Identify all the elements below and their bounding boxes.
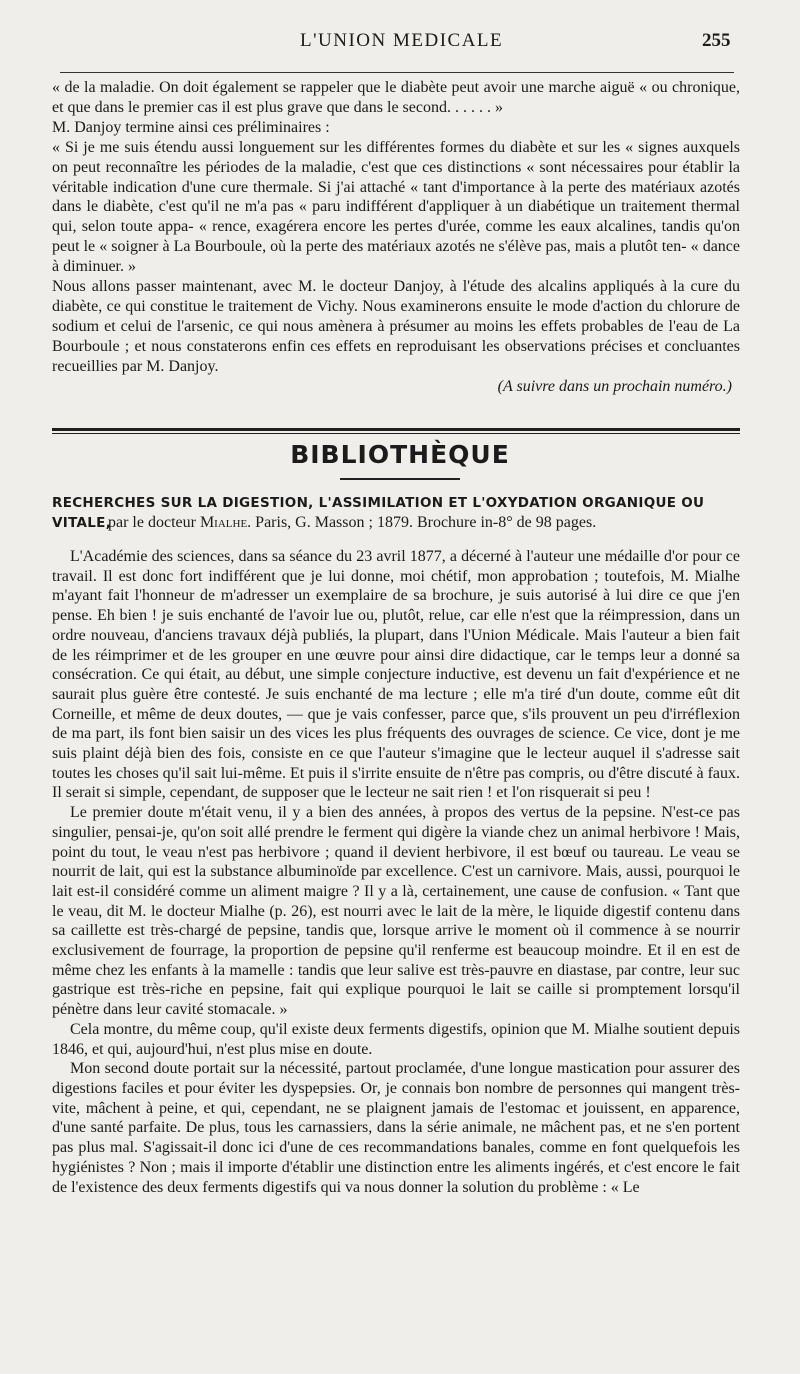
- body-paragraph: L'Académie des sciences, dans sa séance du 23 avril 1877, a décerné à l'auteur une médaille d'or pour ce travail. Il est donc fort indifférent que je lui donne, moi chétif, mon approbation ; toutefois, M. Mialhe m'ayant fait l'honneur de m'adresser un exemplaire de sa brochure, je suis autorisé à lui dire ce que j'en pense. Eh bien ! je suis enchanté de l'avoir lue ou, plutôt, relue, car elle n'est que la réimpression, dans un ordre nouveau, d'anciens travaux déjà publiés, la plupart, dans l'Union Médicale. Mais l'auteur a bien fait de les réimprimer et de les grouper en une œuvre pour ainsi dire didactique, car le temps leur a donné sa consécration. Ce qui était, au début, une simple conjecture inductive, est devenu un fait d'expérience et ne saurait plus guère être contesté. Je suis enchanté de ma lecture ; elle m'a tiré d'un doute, comme eût dit Corneille, et même de deux doutes, — que je vais confesser, parce que, s'ils prouvent un peu d'irréflexion de ma part, ils font bien saisir un des vices les plus fréquents des ouvrages de science. Ce vice, dont je me suis plaint déjà bien des fois, consiste en ce que l'auteur s'imagine que le lecteur auquel il s'adresse sait toutes les choses qu'il sait lui-même. Et puis il s'irrite ensuite de n'être pas compris, ou d'être discuté à faux. Il serait si simple, cependant, de supposer que le lecteur ne sait rien ! et l'on risquerait si peu !: [52, 548, 740, 802]
- quote-paragraph: M. Danjoy termine ainsi ces préliminaires :: [52, 118, 330, 136]
- book-author: Mialhe: [199, 514, 248, 531]
- body-paragraph: Cela montre, du même coup, qu'il existe deux ferments digestifs, opinion que M. Mialhe soutient depuis 1846, et qui, aujourd'hui, n'est plus mise en doute.: [52, 1020, 740, 1058]
- book-title: RECHERCHES SUR LA DIGESTION, L'ASSIMILATION ET L'OXYDATION ORGANIQUE OU VITALE,: [52, 495, 705, 531]
- book-ref-prefix: par le docteur: [108, 514, 200, 531]
- header-rule: [60, 72, 734, 73]
- body-paragraph: Mon second doute portait sur la nécessité, partout proclamée, d'une longue mastication pour assurer des digestions faciles et pour éviter les dyspepsies. Or, je connais bon nombre de personnes qui mangent très-vite, mâchent à peine, et qui, cependant, ne se plaignent jamais de l'estomac et jouissent, en apparence, d'une santé parfaite. De plus, tous les carnassiers, dans la série animale, ne mâchent pas, et ne s'en portent pas plus mal. S'agissait-il donc ici d'une de ces recommandations banales, comme en font quelquefois les hygiénistes ? Non ; mais il importe d'établir une distinction entre les aliments ingérés, et c'est encore le fait de l'existence des deux ferments digestifs qui va nous donner la solution du problème : « Le: [52, 1060, 740, 1196]
- quote-paragraph: Nous allons passer maintenant, avec M. le docteur Danjoy, à l'étude des alcalins appliqués à la cure du diabète, ce qui constitue le traitement de Vichy. Nous examinerons ensuite le mode d'action du chlorure de sodium et celui de l'arsenic, ce qui nous amènera à présumer au moins les effets probables de l'eau de La Bourboule ; et nous constaterons enfin ces effets en reproduisant les observations précises et concluantes recueillies par M. Danjoy.: [52, 278, 740, 375]
- quote-paragraph: « de la maladie. On doit également se rappeler que le diabète peut avoir une marche aiguë « ou chronique, et que dans le premier cas il est plus grave que dans le second. . . . . . »: [52, 79, 740, 116]
- book-reference: [108, 513, 596, 533]
- section-divider: [52, 428, 740, 434]
- section-title-underline: [340, 478, 460, 480]
- page-header: [0, 28, 800, 58]
- quote-paragraph: « Si je me suis étendu aussi longuement sur les différentes formes du diabète et sur les « signes auxquels on peut reconnaître les périodes de la maladie, c'est que ces distinctions « sont nécessaires pour établir la véritable indication d'une cure thermale. Si j'ai attaché « tant d'importance à la perte des matériaux azotés dans le diabète, c'est qu'il ne m'a pas « paru indifférent d'appliquer à un diabétique un traitement thermal qui, selon toute appa- « rence, exagérera encore les pertes d'urée, comme les eaux alcalines, tandis qu'on peut le « soigner à La Bourboule, où la perte des matériaux azotés ne s'élève pas, mais a plutôt ten- « dance à diminuer. »: [52, 138, 740, 276]
- running-title: L'UNION MEDICALE: [300, 30, 504, 51]
- quote-block: [52, 78, 740, 397]
- body-paragraph: Le premier doute m'était venu, il y a bien des années, à propos des vertus de la pepsine. N'est-ce pas singulier, pensai-je, qu'on soit allé prendre le ferment qui digère la viande chez un animal herbivore ! Mais, point du tout, le veau n'est pas herbivore ; quand il devient herbivore, il est bœuf ou taureau. Le veau se nourrit de lait, qui est la substance albuminoïde par excellence. C'est un carnivore. Mais, aussi, pourquoi le lait est-il considéré comme un aliment maigre ? Il y a là, certainement, une cause de confusion. « Tant que le veau, dit M. le docteur Mialhe (p. 26), est nourri avec le lait de la mère, le liquide digestif contenu dans sa caillette est très-chargé de pepsine, tandis que, lorsque arrive le moment où il commence à se nourrir exclusivement de fourrage, la proportion de pepsine qu'il renferme est beaucoup moindre. Et il en est de même chez les enfants à la mamelle : tandis que leur salive est très-pauvre en diastase, par contre, leur suc gastrique est très-riche en pepsine, fait qui explique pourquoi le lait se caille si promptement lorsqu'il pénètre dans leur cavité stomacale. »: [52, 804, 740, 1019]
- continuation-note: (A suivre dans un prochain numéro.): [497, 377, 732, 395]
- page-number: 255: [702, 30, 731, 51]
- section-title: BIBLIOTHÈQUE: [290, 440, 510, 469]
- book-ref-suffix: . Paris, G. Masson ; 1879. Brochure in-8° de 98 pages.: [247, 514, 597, 531]
- review-body: [52, 547, 740, 1197]
